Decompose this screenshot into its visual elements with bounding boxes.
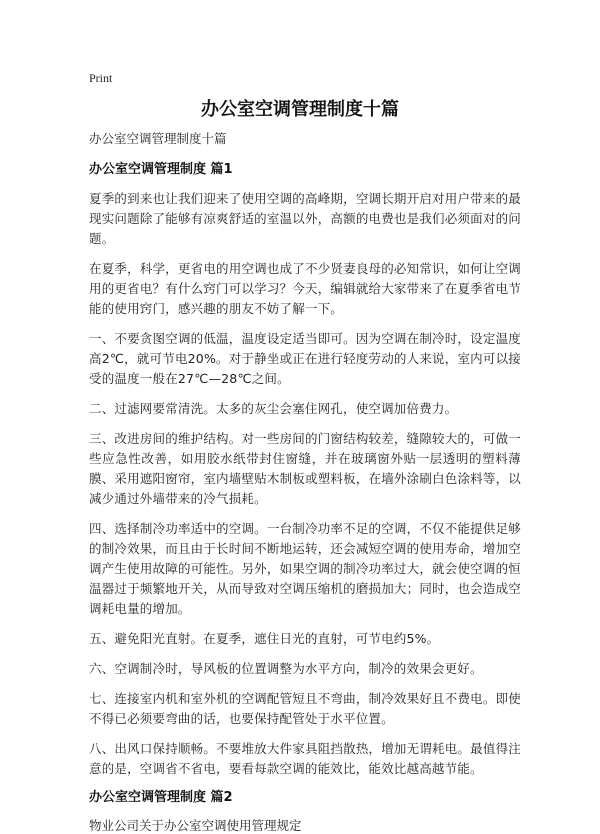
document-body [89,130,521,834]
section-2-first-line: 物业公司关于办公室空调使用管理规定 [89,818,302,833]
paragraph: 二、过滤网要常清洗。太多的灰尘会塞住网孔，使空调加倍费力。 [89,401,458,416]
paragraph: 在夏季，科学，更省电的用空调也成了不少贤妻良母的必知常识，如何让空调用的更省电？有什么窍门可以学习？今天，编辑就给大家带来了在夏季省电节能的使用窍门，感兴趣的朋友不妨了解一下。 [89,261,521,316]
paragraph: 七、连接室内机和室外机的空调配管短且不弯曲，制冷效果好且不费电。即使不得已必须要弯曲的话，也要保持配管处于水平位置。 [89,691,521,726]
paragraph: 四、选择制冷功率适中的空调。一台制冷功率不足的空调，不仅不能提供足够的制冷效果，而且由于长时间不断地运转，还会减短空调的使用寿命，增加空调产生使用故障的可能性。另外，如果空调的制冷功率过大，就会使空调的恒温器过于频繁地开关，从而导致对空调压缩机的磨损加大；同时，也会造成空调耗电量的增加。 [89,521,521,616]
paragraph: 六、空调制冷时，导风板的位置调整为水平方向，制冷的效果会更好。 [89,661,483,676]
page-title: 办公室空调管理制度十篇 [201,99,399,120]
paragraph: 八、出风口保持顺畅。不要堆放大件家具阻挡散热，增加无谓耗电。最值得注意的是，空调省不省电，要看每款空调的能效比，能效比越高越节能。 [89,741,521,776]
paragraph: 三、改进房间的维护结构。对一些房间的门窗结构较差，缝隙较大的，可做一些应急性改善，如用胶水纸带封住窗缝，并在玻璃窗外贴一层透明的塑料薄膜、采用遮阳窗帘，室内墙壁贴木制板或塑料板，在墙外涂刷白色涂料等，以减少通过外墙带来的冷气损耗。 [89,431,521,506]
print-link[interactable]: Print [89,71,113,85]
document-subtitle: 办公室空调管理制度十篇 [89,131,227,146]
paragraph: 一、不要贪图空调的低温，温度设定适当即可。因为空调在制冷时，设定温度高2℃，就可节电20%。对于静坐或正在进行轻度劳动的人来说，室内可以接受的温度一般在27℃—28℃之间。 [89,331,521,386]
paragraph: 五、避免阳光直射。在夏季，遮住日光的直射，可节电约5%。 [89,631,440,646]
section-heading-2: 办公室空调管理制度 篇2 [89,790,233,805]
section-heading-1: 办公室空调管理制度 篇1 [89,162,233,177]
paragraph: 夏季的到来也让我们迎来了使用空调的高峰期，空调长期开启对用户带来的最现实问题除了能够有凉爽舒适的室温以外，高额的电费也是我们必须面对的问题。 [89,191,521,246]
